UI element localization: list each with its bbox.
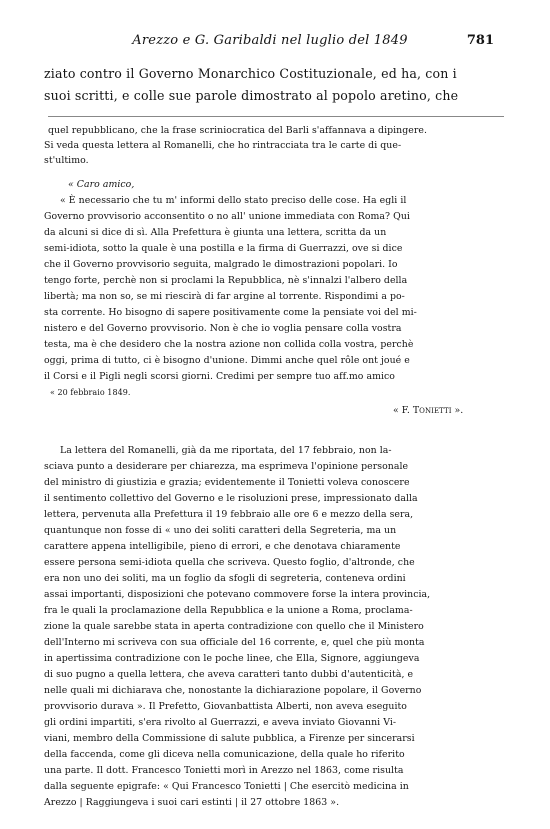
body-line: essere persona semi-idiota quella che scriveva. Questo foglio, d'altronde, che — [44, 557, 415, 568]
page-number: 781 — [466, 33, 494, 48]
letter-line: nistero e del Governo provvisorio. Non è che io voglia pensare colla vostra — [44, 323, 402, 334]
letter-line: da alcuni si dice di sì. Alla Prefettura è giunta una lettera, scritta da un — [44, 227, 387, 238]
letter-signature: « F. Tonietti ». — [393, 405, 464, 416]
note-line: Si veda questa lettera al Romanelli, che ho rintracciata tra le carte di que- — [44, 140, 402, 151]
letter-line: Governo provvisorio acconsentito o no all' unione immediata con Roma? Qui — [44, 211, 410, 222]
letter-salutation: « Caro amico, — [68, 179, 135, 190]
letter-line: oggi, prima di tutto, ci è bisogno d'unione. Dimmi anche quel rôle ont joué e — [44, 355, 410, 366]
body-line: della faccenda, come gli diceva nella comunicazione, della quale ho riferito — [44, 749, 405, 760]
note-line: st'ultimo. — [44, 155, 89, 166]
body-line: una parte. Il dott. Francesco Tonietti morì in Arezzo nel 1863, come risulta — [44, 765, 404, 776]
body-line: di suo pugno a quella lettera, che aveva caratteri tanto dubbi d'autenticità, e — [44, 669, 414, 680]
running-head: Arezzo e G. Garibaldi nel luglio del 1849 — [132, 33, 408, 48]
body-line: La lettera del Romanelli, già da me riportata, del 17 febbraio, non la- — [60, 445, 392, 456]
body-line: provvisorio durava ». Il Prefetto, Giovanbattista Alberti, non aveva eseguito — [44, 701, 407, 712]
body-line: sciava punto a desiderare per chiarezza, ma esprimeva l'opinione personale — [44, 461, 409, 472]
body-line: era non uno dei soliti, ma un foglio da sfogli di segreteria, conteneva ordini — [44, 573, 406, 584]
page-header — [46, 33, 494, 53]
body-line: gli ordini impartiti, s'era rivolto al Guerrazzi, e aveva inviato Giovanni Vi- — [44, 717, 397, 728]
letter-line: sta corrente. Ho bisogno di sapere positivamente come la pensiate voi del mi- — [44, 307, 417, 318]
letter-line: tengo forte, perchè non si proclami la Repubblica, nè s'innalzi l'albero della — [44, 275, 408, 286]
letter-line: testa, ma è che desidero che la nostra azione non collida colla vostra, perchè — [44, 339, 414, 350]
body-line: fra le quali la proclamazione della Repubblica e la unione a Roma, proclama- — [44, 605, 413, 616]
body-line: zione la quale sarebbe stata in aperta contradizione con quello che il Ministero — [44, 621, 424, 632]
letter-line: il Corsi e il Pigli negli scorsi giorni. Credimi per sempre tuo aff.mo amico — [44, 371, 395, 382]
body-line: quantunque non fosse di « uno dei soliti caratteri della Segreteria, ma un — [44, 525, 397, 536]
body-line: assai importanti, disposizioni che potevano commovere forse la intera provincia, — [44, 589, 431, 600]
body-line: lettera, pervenuta alla Prefettura il 19 febbraio alle ore 6 e mezzo della sera, — [44, 509, 414, 520]
footnote-rule — [48, 116, 504, 117]
body-line: nelle quali mi dichiarava che, nonostante la dichiarazione popolare, il Governo — [44, 685, 422, 696]
body-line: Arezzo | Raggiungeva i suoi cari estinti | il 27 ottobre 1863 ». — [44, 797, 340, 808]
letter-line: semi-idiota, sotto la quale è una postilla e la firma di Guerrazzi, ove si dice — [44, 243, 403, 254]
text-line: ziato contro il Governo Monarchico Costituzionale, ed ha, con i — [44, 66, 457, 81]
body-line: del ministro di giustizia e grazia; evidentemente il Tonietti voleva conoscere — [44, 477, 410, 488]
body-line: dalla seguente epigrafe: « Qui Francesco Tonietti | Che esercitò medicina in — [44, 781, 409, 792]
body-line: carattere appena intelligibile, pieno di errori, e che denotava chiaramente — [44, 541, 401, 552]
letter-line: libertà; ma non so, se mi riescirà di far argine al torrente. Rispondimi a po- — [44, 291, 405, 302]
note-line: quel repubblicano, che la frase scriniocratica del Barli s'affannava a dipingere. — [48, 125, 427, 136]
text-line: suoi scritti, e colle sue parole dimostrato al popolo aretino, che — [44, 88, 459, 103]
body-line: dell'Interno mi scriveva con sua officiale del 16 corrente, e, quel che più monta — [44, 637, 425, 648]
letter-line: che il Governo provvisorio seguita, malgrado le dimostrazioni popolari. Io — [44, 259, 398, 270]
body-line: viani, membro della Commissione di salute pubblica, a Firenze per sincerarsi — [44, 733, 415, 744]
body-line: in apertissima contradizione con le poche linee, che Ella, Signore, aggiungeva — [44, 653, 420, 664]
letter-date: « 20 febbraio 1849. — [50, 388, 131, 397]
letter-line: « È necessario che tu m' informi dello stato preciso delle cose. Ha egli il — [60, 195, 407, 206]
body-line: il sentimento collettivo del Governo e le risoluzioni prese, impressionato dalla — [44, 493, 418, 504]
